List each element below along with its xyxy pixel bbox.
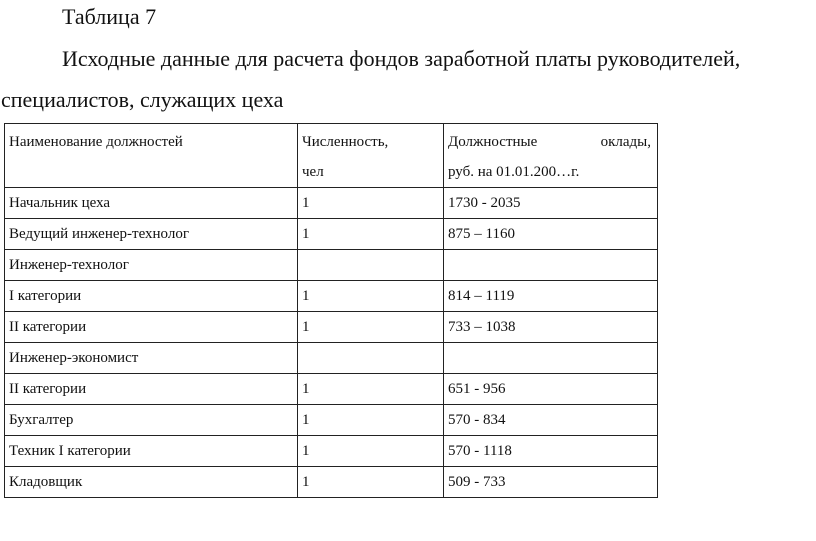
cell-salary: 814 – 1119 [444,281,658,312]
table-row [5,436,658,467]
cell-salary [444,250,658,281]
cell-position: Ведущий инженер-технолог [5,219,298,250]
table-row [5,312,658,343]
cell-position: Кладовщик [5,467,298,498]
cell-position: Техник I категории [5,436,298,467]
cell-salary: 570 - 1118 [444,436,658,467]
header-count-unit: чел [302,164,324,180]
table-label: Таблица 7 [62,4,157,29]
cell-position: II категории [5,374,298,405]
header-salary-word-2: оклады, [600,134,651,150]
table-row [5,405,658,436]
cell-salary: 509 - 733 [444,467,658,498]
table-header-row [5,124,658,188]
table-row [5,281,658,312]
cell-salary: 570 - 834 [444,405,658,436]
header-cell-salary [444,124,658,188]
table-heading-line-1: Исходные данные для расчета фондов заработной платы руководителей, [62,46,741,71]
cell-count: 1 [298,374,444,405]
cell-position: Бухгалтер [5,405,298,436]
header-count-label: Численность, [302,134,389,150]
cell-count: 1 [298,188,444,219]
header-position-label: Наименование должностей [9,134,183,150]
cell-count: 1 [298,312,444,343]
table-row [5,374,658,405]
header-salary-unit: руб. на 01.01.200…г. [448,164,580,180]
cell-count: 1 [298,467,444,498]
cell-position: Инженер-экономист [5,343,298,374]
cell-count: 1 [298,219,444,250]
cell-position: Начальник цеха [5,188,298,219]
cell-salary: 651 - 956 [444,374,658,405]
table-row [5,467,658,498]
cell-salary: 1730 - 2035 [444,188,658,219]
table-row [5,250,658,281]
table-row [5,188,658,219]
cell-count: 1 [298,405,444,436]
header-cell-count [298,124,444,188]
table-row [5,219,658,250]
cell-count: 1 [298,281,444,312]
cell-count [298,250,444,281]
cell-salary: 875 – 1160 [444,219,658,250]
cell-salary [444,343,658,374]
table-row [5,343,658,374]
header-salary-word-1: Должностные [448,134,538,150]
salary-data-table [4,123,658,498]
header-cell-position [5,124,298,188]
cell-position: I категории [5,281,298,312]
cell-count [298,343,444,374]
table-heading-line-2: специалистов, служащих цеха [1,87,284,112]
cell-position: II категории [5,312,298,343]
cell-position: Инженер-технолог [5,250,298,281]
cell-count: 1 [298,436,444,467]
cell-salary: 733 – 1038 [444,312,658,343]
